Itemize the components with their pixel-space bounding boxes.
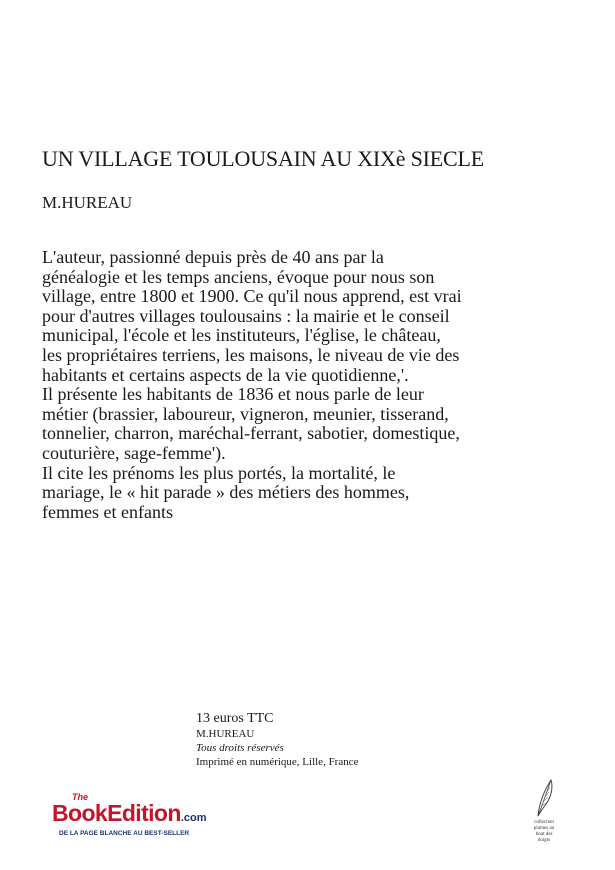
logo-tagline: DE LA PAGE BLANCHE AU BEST-SELLER: [59, 830, 190, 837]
book-title: UN VILLAGE TOULOUSAIN AU XIXè SIECLE: [42, 146, 484, 171]
print-location: Imprimé en numérique, Lille, France: [196, 756, 359, 768]
publisher-logo: [52, 792, 252, 848]
synopsis-paragraph: Il cite les prénoms les plus portés, la mortalité, le mariage, le « hit parade » des métiers des hommes, femmes et enfants: [42, 462, 410, 522]
imprint-author: M.HUREAU: [196, 728, 255, 740]
collection-line: bout des: [535, 832, 553, 837]
collection-line: doigts: [537, 838, 551, 843]
logo-the: The: [72, 792, 89, 802]
synopsis: [42, 248, 462, 522]
book-author: M.HUREAU: [42, 193, 133, 212]
logo-suffix: .com: [180, 812, 207, 824]
synopsis-paragraph: L'auteur, passionné depuis près de 40 ans par la généalogie et les temps anciens, évoque pour nous son village, entre 1800 et 1900. Ce qu'il nous apprend, est vrai pour d'autres villages toulousains : la mairie et le conseil municipal, l'école et les instituteurs, l'église, le château, les propriétaires terriens, les maisons, le niveau de vie des habitants et certains aspects de la vie quotidienne,'.: [42, 247, 462, 385]
logo-wordmark: [52, 800, 207, 827]
price: 13 euros TTC: [196, 711, 274, 726]
rights-notice: Tous droits réservés: [196, 742, 284, 754]
feather-icon: [532, 776, 556, 818]
collection-line: plumes au: [533, 826, 555, 831]
collection-label: [520, 820, 568, 844]
imprint-block: [196, 710, 456, 769]
logo-name: BookEdition: [52, 800, 181, 826]
collection-line: collection: [534, 820, 554, 825]
synopsis-paragraph: Il présente les habitants de 1836 et nous parle de leur métier (brassier, laboureur, vigneron, meunier, tisserand, tonnelier, charron, maréchal-ferrant, sabotier, domestique, couturière, sage-femme').: [42, 384, 460, 463]
